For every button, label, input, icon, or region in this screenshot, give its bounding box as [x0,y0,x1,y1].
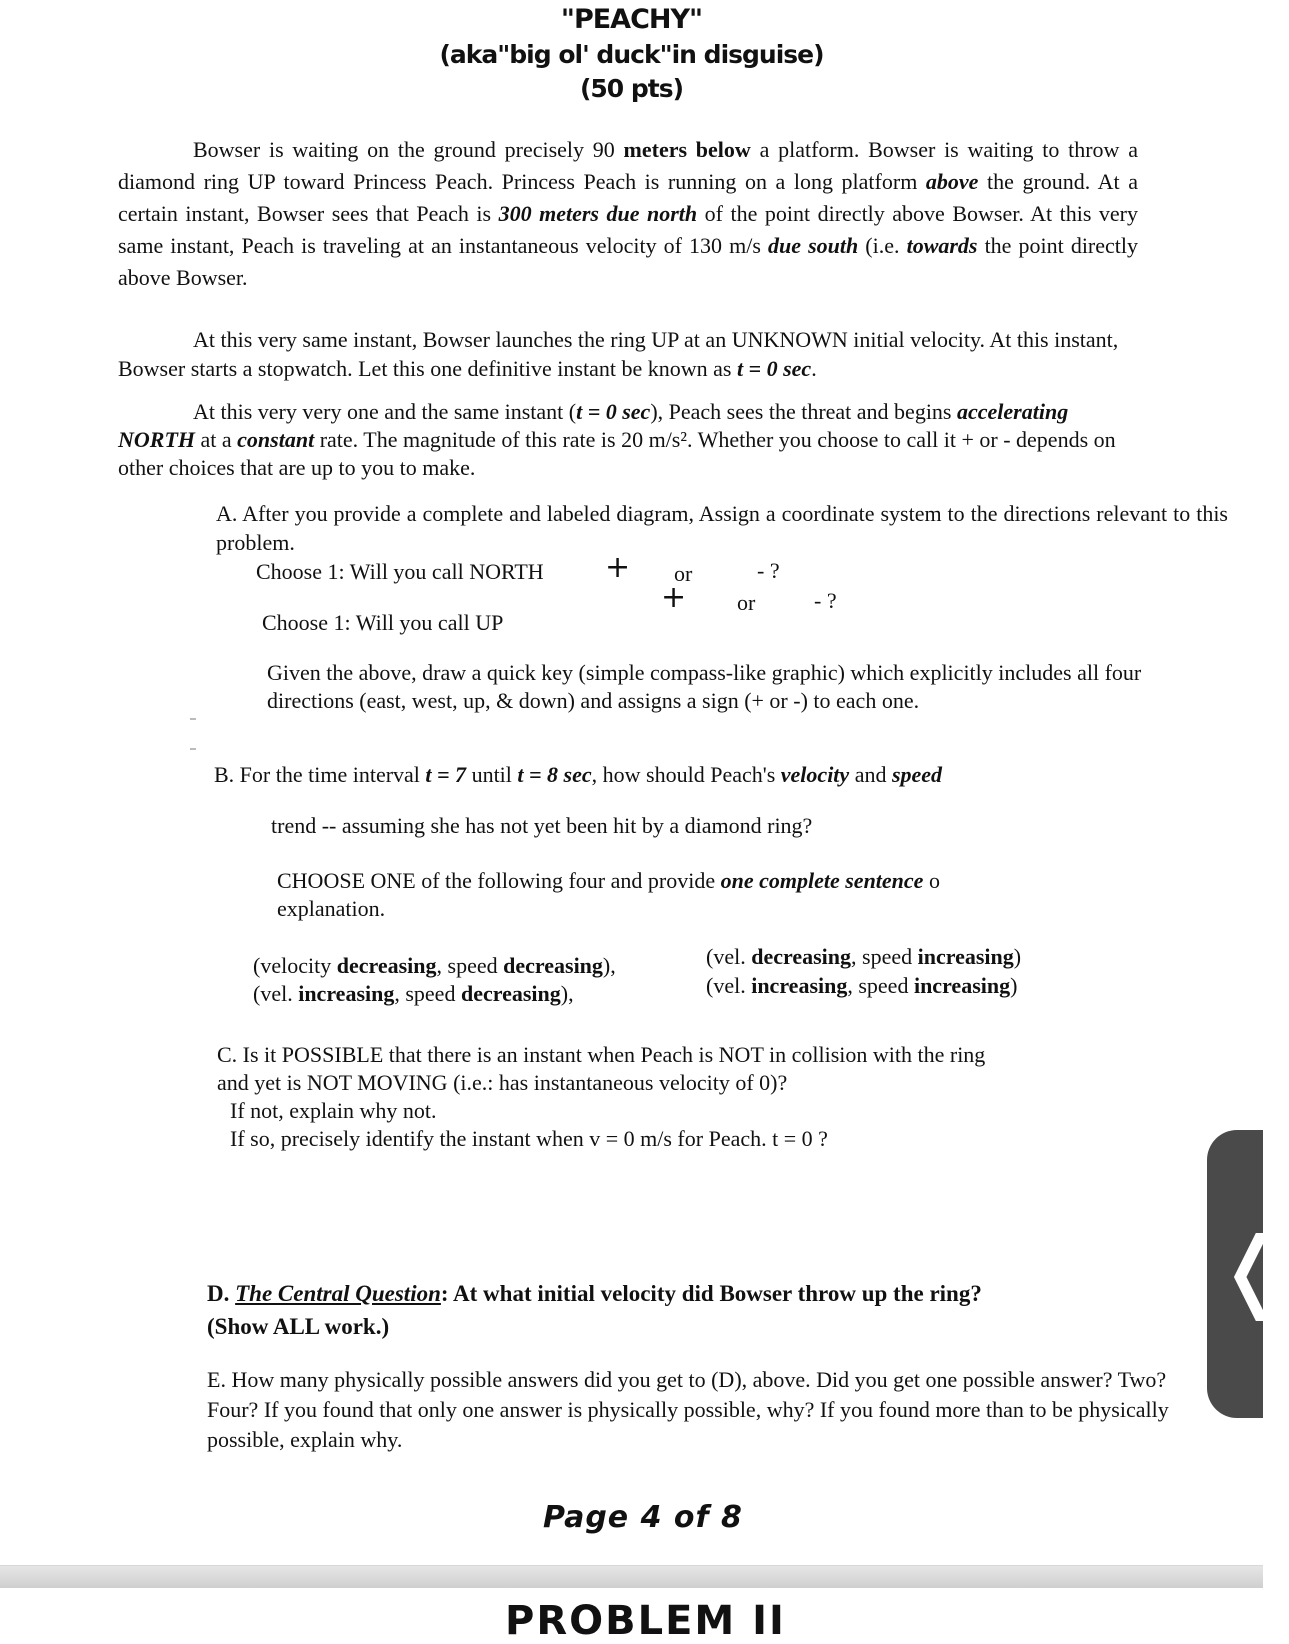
next-page-heading: PROBLEM II [505,1598,786,1644]
option-vel-inc-speed-dec: (vel. increasing, speed decreasing), [253,981,574,1006]
choose-north-label: Choose 1: Will you call NORTH [256,559,544,584]
part-c-line-1: C. Is it POSSIBLE that there is an instant when Peach is NOT in collision with the ring [217,1042,986,1067]
part-a-text: A. After you provide a complete and labeled diagram, Assign a coordinate system to the directions relevant to this problem. [216,501,1228,555]
up-or-label: or [737,590,756,615]
part-b-trend: trend -- assuming she has not yet been hit by a diamond ring? [271,813,813,838]
chevron-left-icon: ❬ [1215,1218,1289,1321]
points-label: (50 pts) [579,74,684,103]
acceleration-paragraph: At this very very one and the same instant (t = 0 sec), Peach sees the threat and begins accelerating NORTH at a constant rate. The magnitude of this rate is 20 m/s². Whether you choose to call it + or - depends on other choices that are up to you to make. [118,399,1116,480]
option-vel-dec-speed-dec: (velocity decreasing, speed decreasing), [253,953,616,978]
part-d-show-work: (Show ALL work.) [207,1314,390,1339]
option-vel-inc-speed-inc: (vel. increasing, speed increasing) [706,973,1018,998]
compass-key-instructions: Given the above, draw a quick key (simple compass-like graphic) which explicitly includes all four directions (east, west, up, & down) and assigns a sign (+ or -) to each one. [267,660,1142,713]
part-c-line-4: If so, precisely identify the instant when v = 0 m/s for Peach. t = 0 ? [230,1126,828,1151]
page-number: Page 4 of 8 [543,1500,743,1535]
up-plus-option: + [661,580,687,615]
up-minus-option: - ? [814,588,837,613]
part-c-line-3: If not, explain why not. [230,1098,437,1123]
part-e-question: E. How many physically possible answers did you get to (D), above. Did you get one possible answer? Two? Four? If you found that only one answer is physically possible, why? If you found more than to be physically possible, explain why. [207,1367,1169,1452]
north-or-label: or [674,561,693,586]
part-c-line-2: and yet is NOT MOVING (i.e.: has instantaneous velocity of 0)? [217,1070,788,1095]
choose-up-label: Choose 1: Will you call UP [262,610,504,635]
north-plus-option: + [605,550,631,585]
intro-paragraph: Bowser is waiting on the ground precisely 90 meters below a platform. Bowser is waiting to throw a diamond ring UP toward Princess Peach. Princess Peach is running on a long platform above the ground. At a certain instant, Bowser sees that Peach is 300 meters due north of the point directly above Bowser. At this very same instant, Peach is traveling at an instantaneous velocity of 130 m/s due south (i.e. towards the point directly above Bowser. [118,137,1139,290]
option-vel-dec-speed-inc: (vel. decreasing, speed increasing) [706,944,1022,969]
side-panel-tab[interactable] [1207,1130,1289,1418]
part-b-question: B. For the time interval t = 7 until t = 8 sec, how should Peach's velocity and speed [214,762,943,787]
margin-tick [190,748,196,750]
north-minus-option: - ? [757,558,780,583]
part-d-question: D. The Central Question: At what initial velocity did Bowser throw up the ring? [207,1281,982,1306]
margin-tick [190,718,196,720]
page-subtitle: (aka"big ol' duck"in disguise) [439,40,824,69]
part-b-choose-one: CHOOSE ONE of the following four and provide one complete sentence o explanation. [277,868,940,921]
launch-paragraph: At this very same instant, Bowser launches the ring UP at an UNKNOWN initial velocity. At this instant, Bowser starts a stopwatch. Let this one definitive instant be known as t = 0 sec. [118,327,1119,381]
page-divider [0,1565,1263,1588]
page-title: "PEACHY" [560,4,703,35]
